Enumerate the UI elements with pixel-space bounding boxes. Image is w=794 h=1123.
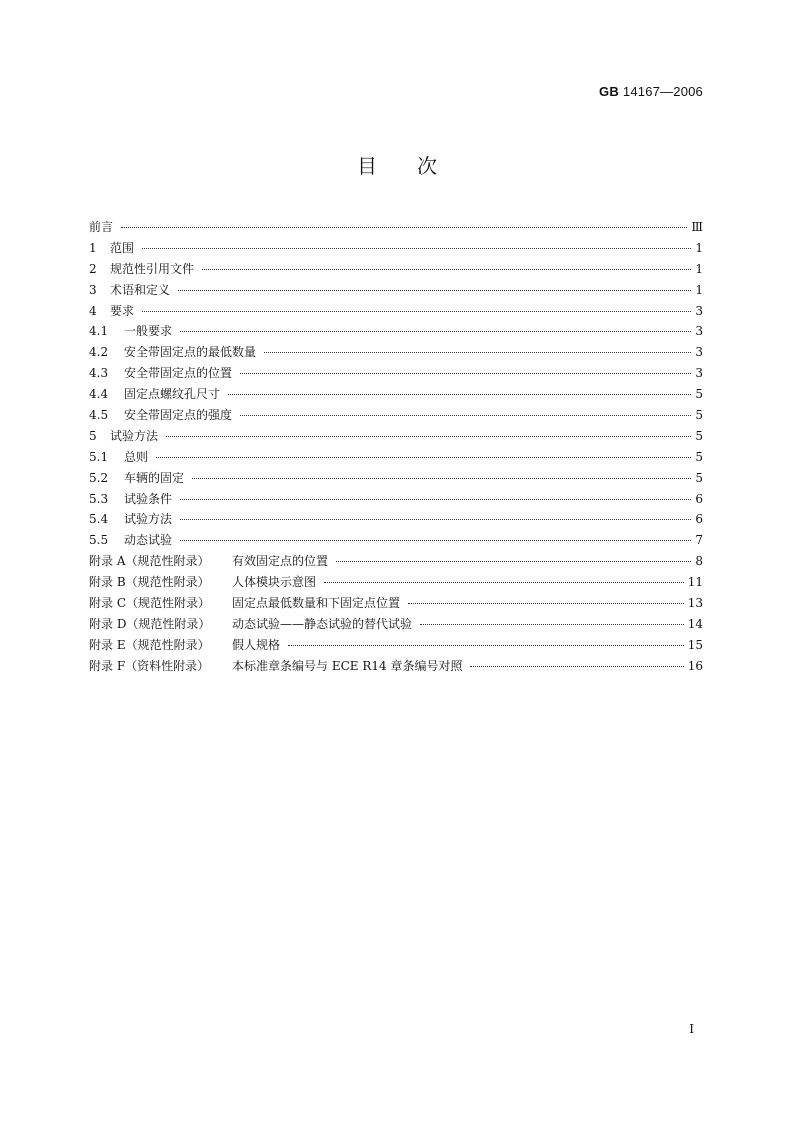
- standard-code: [599, 84, 703, 99]
- toc-leader-dots: [121, 227, 687, 228]
- toc-annex-label: 附录 C（规范性附录）: [89, 596, 210, 611]
- toc-entry-page: Ⅲ: [691, 220, 703, 234]
- toc-entry[interactable]: [89, 531, 703, 552]
- toc-entry-annex[interactable]: [89, 657, 703, 678]
- toc-entry-number: 4: [89, 303, 97, 318]
- toc-entry-page: 15: [687, 637, 703, 652]
- toc-entry[interactable]: [89, 385, 703, 406]
- toc-leader-dots: [180, 519, 691, 520]
- toc-leader-dots: [420, 624, 684, 625]
- toc-annex-label: 附录 D（规范性附录）: [89, 616, 211, 631]
- toc-entry-title: 安全带固定点的最低数量: [124, 345, 257, 360]
- toc-leader-dots: [228, 394, 691, 395]
- toc-leader-dots: [408, 603, 684, 604]
- toc-entry-title: 动态试验: [124, 533, 173, 548]
- toc-entry[interactable]: [89, 281, 703, 302]
- toc-entry-page: 16: [687, 658, 703, 673]
- toc-leader-dots: [288, 645, 684, 646]
- toc-entry-page: 6: [695, 512, 703, 527]
- toc-entry-number: 5: [89, 428, 97, 443]
- toc-entry[interactable]: [89, 469, 703, 490]
- toc-leader-dots: [202, 269, 691, 270]
- toc-entry[interactable]: [89, 218, 703, 239]
- toc-entry-title: 固定点螺纹孔尺寸: [124, 387, 221, 402]
- toc-leader-dots: [324, 582, 684, 583]
- toc-entry-number: 4.4: [89, 387, 109, 402]
- toc-annex-label: 附录 F（资料性附录）: [89, 658, 210, 673]
- toc-entry-number: 5.1: [89, 449, 109, 464]
- toc-annex-label: 附录 B（规范性附录）: [89, 575, 210, 590]
- toc-entry-title: 动态试验——静态试验的替代试验: [232, 616, 413, 631]
- toc-leader-dots: [156, 457, 691, 458]
- toc-entry-title: 有效固定点的位置: [232, 554, 329, 569]
- toc-entry-number: 3: [89, 282, 97, 297]
- toc-entry-annex[interactable]: [89, 594, 703, 615]
- toc-entry-page: 8: [695, 554, 703, 569]
- toc-entry-title: 假人规格: [232, 637, 281, 652]
- toc-entry-page: 5: [695, 470, 703, 485]
- toc-entry-annex[interactable]: [89, 552, 703, 573]
- toc-entry-title: 要求: [110, 303, 135, 318]
- toc-entry-annex[interactable]: [89, 615, 703, 636]
- toc-entry-title: 前言: [89, 220, 114, 234]
- toc-entry-annex[interactable]: [89, 573, 703, 594]
- toc-entry-title: 试验方法: [124, 512, 173, 527]
- toc-leader-dots: [142, 311, 691, 312]
- page-title: 目次: [357, 154, 477, 178]
- toc-entry-title: 术语和定义: [110, 282, 171, 297]
- toc-entry-page: 3: [695, 366, 703, 381]
- toc-entry[interactable]: [89, 427, 703, 448]
- toc-entry-annex[interactable]: [89, 636, 703, 657]
- toc-entry-title: 安全带固定点的位置: [124, 366, 233, 381]
- toc-entry-title: 总则: [124, 449, 149, 464]
- toc-leader-dots: [192, 478, 691, 479]
- toc-entry-page: 14: [687, 616, 703, 631]
- toc-entry-title: 人体模块示意图: [232, 575, 317, 590]
- page-number: Ⅰ: [689, 1022, 694, 1036]
- standard-prefix: GB: [599, 84, 619, 99]
- toc-entry-page: 3: [695, 303, 703, 318]
- toc-entry[interactable]: [89, 510, 703, 531]
- toc-annex-label: 附录 A（规范性附录）: [89, 554, 210, 569]
- toc-entry-title: 规范性引用文件: [110, 261, 195, 276]
- toc-leader-dots: [180, 331, 691, 332]
- toc-entry[interactable]: [89, 406, 703, 427]
- toc-entry-number: 4.3: [89, 366, 109, 381]
- toc-entry-title: 一般要求: [124, 324, 173, 339]
- toc-entry-number: 4.2: [89, 345, 109, 360]
- toc-entry-page: 5: [695, 449, 703, 464]
- table-of-contents: [89, 218, 703, 678]
- toc-entry[interactable]: [89, 343, 703, 364]
- toc-entry-title: 车辆的固定: [124, 470, 185, 485]
- toc-annex-label: 附录 E（规范性附录）: [89, 637, 210, 652]
- toc-entry-title: 试验方法: [110, 428, 159, 443]
- toc-entry-title: 固定点最低数量和下固定点位置: [232, 596, 401, 611]
- toc-entry-title: 试验条件: [124, 491, 173, 506]
- toc-entry-number: 5.4: [89, 512, 109, 527]
- toc-entry[interactable]: [89, 364, 703, 385]
- toc-entry[interactable]: [89, 239, 703, 260]
- toc-leader-dots: [336, 561, 691, 562]
- toc-entry-title: 安全带固定点的强度: [124, 408, 233, 423]
- toc-entry-page: 1: [695, 282, 703, 297]
- toc-entry-page: 1: [695, 261, 703, 276]
- toc-entry-page: 1: [695, 240, 703, 255]
- toc-leader-dots: [180, 540, 691, 541]
- toc-entry-page: 13: [687, 596, 703, 611]
- toc-entry-number: 5.2: [89, 470, 109, 485]
- toc-leader-dots: [264, 352, 691, 353]
- toc-entry-number: 5.5: [89, 533, 109, 548]
- toc-leader-dots: [178, 290, 691, 291]
- toc-leader-dots: [240, 415, 691, 416]
- toc-leader-dots: [240, 373, 691, 374]
- toc-entry-page: 5: [695, 428, 703, 443]
- toc-leader-dots: [470, 666, 683, 667]
- toc-entry-page: 5: [695, 387, 703, 402]
- toc-entry-page: 3: [695, 345, 703, 360]
- toc-entry-page: 11: [687, 575, 703, 590]
- standard-number: 14167—2006: [622, 84, 703, 99]
- toc-entry-page: 7: [695, 533, 703, 548]
- toc-entry[interactable]: [89, 490, 703, 511]
- toc-leader-dots: [142, 248, 691, 249]
- toc-entry-number: 4.1: [89, 324, 109, 339]
- toc-entry-title: 本标准章条编号与 ECE R14 章条编号对照: [232, 658, 463, 673]
- toc-leader-dots: [166, 436, 691, 437]
- toc-entry-page: 6: [695, 491, 703, 506]
- toc-entry[interactable]: [89, 322, 703, 343]
- toc-entry-number: 5.3: [89, 491, 109, 506]
- toc-entry[interactable]: [89, 260, 703, 281]
- toc-entry-title: 范围: [110, 240, 135, 255]
- toc-entry-page: 5: [695, 408, 703, 423]
- toc-entry-number: 2: [89, 261, 97, 276]
- toc-entry-number: 1: [89, 240, 97, 255]
- toc-leader-dots: [180, 499, 691, 500]
- toc-entry[interactable]: [89, 302, 703, 323]
- toc-entry-page: 3: [695, 324, 703, 339]
- toc-entry[interactable]: [89, 448, 703, 469]
- toc-entry-number: 4.5: [89, 408, 109, 423]
